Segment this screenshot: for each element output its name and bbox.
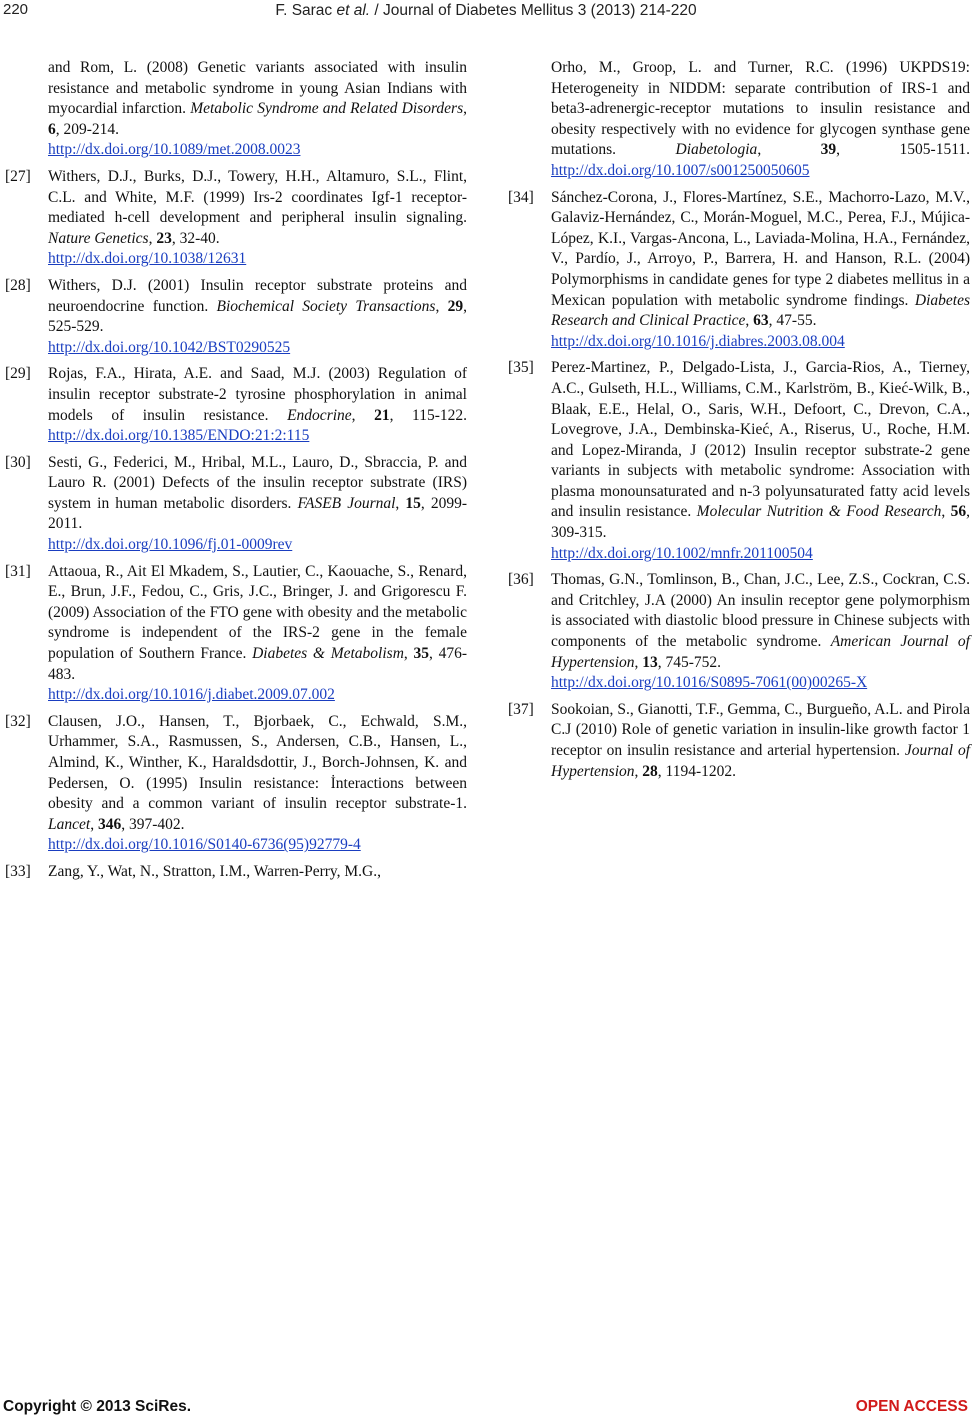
reference-journal: Lancet	[48, 815, 91, 833]
reference-body	[551, 188, 970, 353]
reference-journal: FASEB Journal	[297, 494, 396, 512]
reference-pages: , 525-529.	[48, 297, 467, 336]
reference-sep: ,	[395, 494, 406, 512]
reference-pages: , 47-55.	[768, 312, 817, 330]
reference-body	[48, 862, 467, 883]
reference-journal: Nature Genetics	[48, 229, 149, 247]
reference-body	[551, 358, 970, 564]
reference-pages: , 476-483.	[48, 645, 467, 683]
reference-29	[5, 364, 467, 446]
reference-journal: American Journal of Hypertension	[551, 633, 970, 671]
reference-journal: Diabetologia	[675, 141, 758, 159]
reference-journal: Metabolic Syndrome and Related Disorders	[190, 100, 464, 118]
reference-number: [30]	[5, 453, 31, 471]
reference-33	[5, 862, 467, 883]
reference-number: [35]	[508, 359, 534, 377]
reference-pages: , 1194-1202.	[657, 762, 736, 780]
reference-doi-link[interactable]: http://dx.doi.org/10.1016/S0895-7061(00)00265-X	[551, 674, 868, 692]
reference-body	[551, 58, 970, 182]
running-header	[0, 2, 972, 20]
reference-body	[48, 167, 467, 270]
reference-volume: 21	[374, 406, 390, 424]
reference-text: Withers, D.J., Burks, D.J., Towery, H.H., Altamuro, S.L., Flint, C.L. and White, M.F. (1999) Irs-2 coordinates Igf-1 receptor-mediated h-cell development and peripheral insulin signaling.	[48, 167, 467, 227]
right-column	[508, 58, 970, 788]
reference-body	[48, 364, 467, 446]
reference-pages: , 1505-1511.	[836, 141, 970, 159]
reference-35	[508, 358, 970, 564]
reference-text: Sesti, G., Federici, M., Hribal, M.L., Lauro, D., Sbraccia, P. and Lauro R. (2001) Defects of the insulin receptor substrate (IRS) system in human metabolic disorders.	[48, 453, 467, 512]
reference-doi-link[interactable]: http://dx.doi.org/10.1016/j.diabres.2003.08.004	[551, 332, 845, 350]
reference-doi-link[interactable]: http://dx.doi.org/10.1016/j.diabet.2009.07.002	[48, 686, 335, 704]
reference-36	[508, 570, 970, 694]
reference-number: [31]	[5, 562, 31, 580]
footer-copyright: Copyright © 2013 SciRes.	[3, 1398, 192, 1415]
reference-journal: Journal of Hypertension	[551, 742, 971, 780]
reference-volume: 346	[97, 815, 122, 833]
reference-sep: ,	[634, 653, 643, 671]
reference-sep: ,	[463, 100, 467, 118]
reference-body	[551, 700, 970, 782]
reference-text: and Rom, L. (2008) Genetic variants associated with insulin resistance and metabolic syndrome in young Asian Indians with myocardial infarction.	[48, 59, 467, 118]
reference-volume: 6	[48, 120, 56, 138]
reference-37	[508, 700, 970, 782]
left-column	[5, 58, 467, 889]
reference-doi-link[interactable]: http://dx.doi.org/10.1096/fj.01-0009rev	[48, 536, 293, 554]
reference-body	[551, 570, 970, 694]
reference-28	[5, 276, 467, 358]
reference-sep: ,	[435, 297, 448, 315]
reference-volume: 39	[820, 141, 837, 159]
reference-number: [34]	[508, 188, 534, 206]
reference-pages: , 745-752.	[657, 653, 722, 671]
page-number: 220	[3, 1, 29, 18]
reference-number: [36]	[508, 571, 534, 589]
reference-body	[48, 58, 467, 161]
reference-volume: 28	[642, 762, 658, 780]
reference-pages: , 2099-2011.	[48, 494, 467, 533]
reference-journal: Endocrine	[287, 406, 352, 424]
reference-text: Perez-Martinez, P., Delgado-Lista, J., Garcia-Rios, A., Tierney, A.C., Gulseth, H.L., Williams, C.M., Karlström, B., Kieć-Wilk, B., Blaak, E.E., Helal, O., Saris, W.H., Defoort, C., Drevon, C.A., Lovegrove, J.A., Dembinska-Kieć, A., Riserus, U., Roche, H.M. and Lopez-Miranda, J (2012) Insulin receptor substrate-2 gene variants in subjects with metabolic syndrome: Association with plasma monounsaturated and n-3 polyunsaturated fatty acid levels and insulin resistance.	[551, 359, 970, 521]
reference-pages: , 309-315.	[551, 503, 970, 542]
reference-volume: 13	[642, 653, 658, 671]
reference-text: Rojas, F.A., Hirata, A.E. and Saad, M.J. (2003) Regulation of insulin receptor substrate-2 tyrosine phosphorylation in animal models of insulin resistance.	[48, 365, 467, 424]
reference-text: Zang, Y., Wat, N., Stratton, I.M., Warren-Perry, M.G.,	[48, 862, 382, 880]
reference-journal: Biochemical Society Transactions	[216, 297, 436, 315]
reference-volume: 35	[413, 645, 429, 663]
reference-pages: , 115-122.	[389, 406, 468, 424]
reference-32	[5, 712, 467, 856]
reference-doi-link[interactable]: http://dx.doi.org/10.1007/s001250050605	[551, 161, 810, 179]
reference-volume: 29	[447, 297, 464, 315]
reference-sep: ,	[757, 141, 821, 159]
reference-journal: Diabetes Research and Clinical Practice	[551, 291, 970, 330]
reference-body	[48, 453, 467, 556]
reference-doi-link[interactable]: http://dx.doi.org/10.1002/mnfr.201100504	[551, 544, 813, 562]
reference-journal: Diabetes & Metabolism	[252, 645, 404, 663]
reference-volume: 63	[753, 312, 769, 330]
reference-27	[5, 167, 467, 270]
reference-number: [37]	[508, 700, 534, 718]
reference-doi-link[interactable]: http://dx.doi.org/10.1385/ENDO:21:2:115	[48, 427, 310, 445]
reference-doi-link[interactable]: http://dx.doi.org/10.1016/S0140-6736(95)92779-4	[48, 836, 361, 854]
header-authors: F. Sarac	[275, 2, 337, 19]
reference-volume: 56	[950, 503, 967, 521]
reference-text: Attaoua, R., Ait El Mkadem, S., Lautier, C., Kaouache, S., Renard, E., Brun, J.F., Fedou, C., Gris, J.C., Bringer, J. and Grigorescu F. (2009) Association of the FTO gene with obesity and the metabolic syndrome is independent of the IRS-2 gene in the female population of Southern France.	[48, 562, 467, 663]
reference-sep: ,	[941, 503, 951, 521]
reference-pages: , 397-402.	[121, 815, 185, 833]
reference-sep: ,	[90, 815, 98, 833]
header-journal-ref: / Journal of Diabetes Mellitus 3 (2013) 214-220	[370, 2, 697, 19]
reference-pages: , 32-40.	[171, 229, 220, 247]
reference-body	[48, 712, 467, 856]
reference-text: Thomas, G.N., Tomlinson, B., Chan, J.C., Lee, Z.S., Cockran, C.S. and Critchley, J.A (2000) An insulin receptor gene polymorphism is associated with diastolic blood pressure in Chinese subjects with components of the metabolic syndrome.	[551, 571, 970, 651]
reference-doi-link[interactable]: http://dx.doi.org/10.1089/met.2008.0023	[48, 141, 301, 159]
reference-sep: ,	[634, 762, 643, 780]
reference-34	[508, 188, 970, 353]
reference-continuation-right	[508, 58, 970, 182]
reference-sep: ,	[403, 645, 414, 663]
reference-number: [28]	[5, 276, 31, 294]
header-et-al: et al.	[336, 2, 371, 19]
reference-continuation-left	[5, 58, 467, 161]
reference-text: Sookoian, S., Gianotti, T.F., Gemma, C., Burgueño, A.L. and Pirola C.J (2010) Role of genetic variation in insulin-like growth factor 1 receptor on insulin resistance and arterial hypertension.	[551, 700, 970, 759]
reference-text: Sánchez-Corona, J., Flores-Martínez, S.E., Machorro-Lazo, M.V., Galaviz-Hernández, C., Morán-Moguel, M.C., Perea, F.J., Mújica-López, K.I., Vargas-Ancona, L., Laviada-Molina, H.A., Fernández, V., Pardío, J., Arroyo, P., Barrera, H. and Hanson, R.L. (2004) Polymorphisms in candidate genes for type 2 diabetes mellitus in a Mexican population with metabolic syndrome findings.	[551, 188, 970, 309]
reference-body	[48, 562, 467, 706]
reference-body	[48, 276, 467, 358]
reference-number: [32]	[5, 712, 31, 730]
reference-doi-link[interactable]: http://dx.doi.org/10.1038/12631	[48, 250, 247, 268]
reference-pages: , 209-214.	[55, 120, 120, 138]
reference-sep: ,	[351, 406, 375, 424]
reference-volume: 23	[156, 229, 172, 247]
reference-number: [33]	[5, 862, 31, 880]
reference-number: [27]	[5, 167, 31, 185]
reference-text: Clausen, J.O., Hansen, T., Bjorbaek, C., Echwald, S.M., Urhammer, S.A., Rasmussen, S., Andersen, C.B., Hansen, L., Almind, K., Winther, K., Haraldsdottir, J., Borch-Johnsen, K. and Pedersen, O. (1995) Insulin resistance: İnteractions between obesity and a common variant of insulin receptor substrate-1.	[48, 712, 467, 813]
reference-sep: ,	[148, 229, 157, 247]
reference-sep: ,	[745, 312, 754, 330]
reference-doi-link[interactable]: http://dx.doi.org/10.1042/BST0290525	[48, 338, 291, 356]
reference-text: Orho, M., Groop, L. and Turner, R.C. (1996) UKPDS19: Heterogeneity in NIDDM: separate contribution of IRS-1 and beta3-adrenergic-receptor mutations to insulin resistance and obesity respectively with no evidence for glycogen synthase gene mutations.	[551, 59, 970, 159]
reference-text: Withers, D.J. (2001) Insulin receptor substrate proteins and neuroendocrine function.	[48, 276, 467, 315]
reference-number: [29]	[5, 365, 31, 383]
reference-volume: 15	[405, 494, 421, 512]
reference-31	[5, 562, 467, 706]
footer-open-access: OPEN ACCESS	[855, 1398, 968, 1415]
reference-journal: Molecular Nutrition & Food Research	[696, 503, 942, 521]
reference-30	[5, 453, 467, 556]
